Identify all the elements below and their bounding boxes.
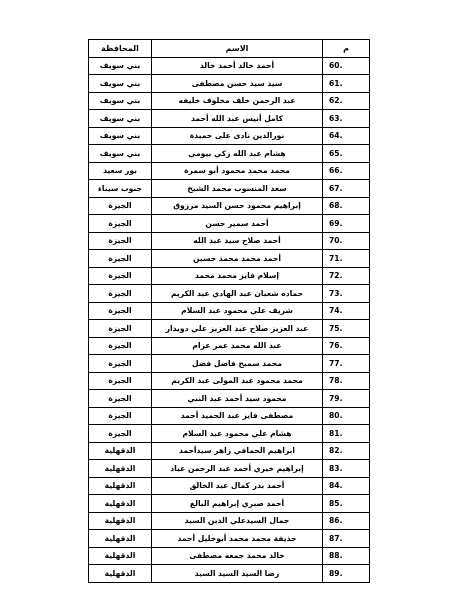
number-cell: 66. bbox=[323, 162, 370, 180]
number-cell: 89. bbox=[323, 565, 370, 583]
table-row bbox=[89, 337, 370, 355]
governorate-cell: بني سويف bbox=[89, 75, 152, 93]
governorate-cell: الجيزة bbox=[89, 232, 152, 250]
name-cell: شريف علي محمود عبد السلام bbox=[152, 302, 323, 320]
number-cell: 83. bbox=[323, 460, 370, 478]
table-row bbox=[89, 477, 370, 495]
table-row bbox=[89, 197, 370, 215]
table-row bbox=[89, 547, 370, 565]
governorate-cell: الدقهلية bbox=[89, 442, 152, 460]
table-row bbox=[89, 390, 370, 408]
number-cell: 76. bbox=[323, 337, 370, 355]
name-cell: حماده شعبان عبد الهادي عبد الكريم bbox=[152, 285, 323, 303]
table-row bbox=[89, 320, 370, 338]
number-cell: 88. bbox=[323, 547, 370, 565]
number-cell: 87. bbox=[323, 530, 370, 548]
table-row bbox=[89, 215, 370, 233]
table-row bbox=[89, 512, 370, 530]
governorate-cell: الجيزة bbox=[89, 267, 152, 285]
name-cell: إبراهيم خيري أحمد عبد الرحمن عياد bbox=[152, 460, 323, 478]
table-row bbox=[89, 57, 370, 75]
number-cell: 81. bbox=[323, 425, 370, 443]
table-row bbox=[89, 302, 370, 320]
governorate-cell: الجيزة bbox=[89, 215, 152, 233]
name-cell: حذيفة محمد محمد أبوخليل أحمد bbox=[152, 530, 323, 548]
governorate-cell: جنوب سيناء bbox=[89, 180, 152, 198]
governorate-cell: بني سويف bbox=[89, 57, 152, 75]
governorate-cell: الدقهلية bbox=[89, 565, 152, 583]
table-row bbox=[89, 460, 370, 478]
governorate-cell: الدقهلية bbox=[89, 547, 152, 565]
governorate-cell: الجيزة bbox=[89, 285, 152, 303]
name-cell: محمد محمد محمود أبو سمرة bbox=[152, 162, 323, 180]
number-cell: 67. bbox=[323, 180, 370, 198]
number-cell: 70. bbox=[323, 232, 370, 250]
table-row bbox=[89, 75, 370, 93]
table-row bbox=[89, 145, 370, 163]
name-cell: عبد الله محمد عمر عزام bbox=[152, 337, 323, 355]
governorate-cell: الدقهلية bbox=[89, 495, 152, 513]
name-cell: سعد المنسوب محمد الشيخ bbox=[152, 180, 323, 198]
number-cell: 78. bbox=[323, 372, 370, 390]
name-cell: كامل أنيس عبد الله أحمد bbox=[152, 110, 323, 128]
header-row bbox=[89, 40, 370, 58]
name-cell: أحمد سمير حسن bbox=[152, 215, 323, 233]
number-cell: 84. bbox=[323, 477, 370, 495]
name-cell: محمد سميح فاضل فضل bbox=[152, 355, 323, 373]
table-row bbox=[89, 442, 370, 460]
name-header: الاسم bbox=[152, 40, 323, 58]
number-cell: 79. bbox=[323, 390, 370, 408]
name-cell: مصطفى فايز عبد الحميد أحمد bbox=[152, 407, 323, 425]
name-cell: أحمد محمد محمد حسين bbox=[152, 250, 323, 268]
table-row bbox=[89, 530, 370, 548]
name-cell: رضا السيد السيد السيد bbox=[152, 565, 323, 583]
table-row bbox=[89, 180, 370, 198]
number-cell: 68. bbox=[323, 197, 370, 215]
number-cell: 69. bbox=[323, 215, 370, 233]
name-cell: خالد محمد جمعه مصطفى bbox=[152, 547, 323, 565]
number-cell: 82. bbox=[323, 442, 370, 460]
governorate-cell: الجيزة bbox=[89, 302, 152, 320]
name-cell: هشام علي محمود عبد السلام bbox=[152, 425, 323, 443]
name-cell: أحمد بدر كمال عبد الخالق bbox=[152, 477, 323, 495]
name-cell: إبراهيم محمود حسن السيد مرزوق bbox=[152, 197, 323, 215]
number-cell: 71. bbox=[323, 250, 370, 268]
name-cell: محمد محمود عبد المولى عبد الكريم bbox=[152, 372, 323, 390]
table-row bbox=[89, 372, 370, 390]
table-row bbox=[89, 92, 370, 110]
table-row bbox=[89, 285, 370, 303]
governorate-cell: الجيزة bbox=[89, 320, 152, 338]
number-cell: 80. bbox=[323, 407, 370, 425]
governorate-cell: بني سويف bbox=[89, 127, 152, 145]
name-cell: سيد سيد حسن مصطفى bbox=[152, 75, 323, 93]
name-cell: ابراهيم الحمافي زاهر سيدأحمد bbox=[152, 442, 323, 460]
governorate-cell: بور سعيد bbox=[89, 162, 152, 180]
governorate-cell: بني سويف bbox=[89, 110, 152, 128]
number-cell: 77. bbox=[323, 355, 370, 373]
table-row bbox=[89, 232, 370, 250]
number-cell: 75. bbox=[323, 320, 370, 338]
governorate-cell: الجيزة bbox=[89, 355, 152, 373]
table-row bbox=[89, 162, 370, 180]
number-header: م bbox=[323, 40, 370, 58]
name-cell: أحمد صلاح سيد عبد الله bbox=[152, 232, 323, 250]
number-cell: 73. bbox=[323, 285, 370, 303]
number-cell: 61. bbox=[323, 75, 370, 93]
governorate-cell: الجيزة bbox=[89, 407, 152, 425]
table-row bbox=[89, 565, 370, 583]
number-cell: 74. bbox=[323, 302, 370, 320]
table-row bbox=[89, 250, 370, 268]
number-cell: 86. bbox=[323, 512, 370, 530]
table-row bbox=[89, 267, 370, 285]
governorate-cell: الجيزة bbox=[89, 372, 152, 390]
governorate-cell: الدقهلية bbox=[89, 460, 152, 478]
number-cell: 72. bbox=[323, 267, 370, 285]
name-cell: جمال السيدعلي الدين السيد bbox=[152, 512, 323, 530]
number-cell: 62. bbox=[323, 92, 370, 110]
table-row bbox=[89, 127, 370, 145]
names-table bbox=[88, 39, 370, 583]
name-cell: نورالدين نادى على حميدة bbox=[152, 127, 323, 145]
governorate-cell: الدقهلية bbox=[89, 477, 152, 495]
table-row bbox=[89, 425, 370, 443]
governorate-cell: الدقهلية bbox=[89, 512, 152, 530]
governorate-cell: الجيزة bbox=[89, 390, 152, 408]
governorate-cell: الجيزة bbox=[89, 337, 152, 355]
governorate-cell: الجيزة bbox=[89, 250, 152, 268]
governorate-cell: بني سويف bbox=[89, 92, 152, 110]
name-cell: عبد الرحمن خلف مخلوف خليفه bbox=[152, 92, 323, 110]
number-cell: 60. bbox=[323, 57, 370, 75]
number-cell: 85. bbox=[323, 495, 370, 513]
governorate-header: المحافظة bbox=[89, 40, 152, 58]
table-row bbox=[89, 495, 370, 513]
table-header bbox=[89, 40, 370, 58]
name-cell: إسلام فايز محمد محمد bbox=[152, 267, 323, 285]
number-cell: 64. bbox=[323, 127, 370, 145]
name-cell: أحمد صبري إبراهيم البالغ bbox=[152, 495, 323, 513]
governorate-cell: الجيزة bbox=[89, 197, 152, 215]
governorate-cell: الجيزة bbox=[89, 425, 152, 443]
table-body bbox=[89, 57, 370, 582]
name-cell: محمود سيد أحمد عبد النبي bbox=[152, 390, 323, 408]
governorate-cell: الدقهلية bbox=[89, 530, 152, 548]
table-row bbox=[89, 110, 370, 128]
table-row bbox=[89, 355, 370, 373]
number-cell: 65. bbox=[323, 145, 370, 163]
governorate-cell: بني سويف bbox=[89, 145, 152, 163]
number-cell: 63. bbox=[323, 110, 370, 128]
name-cell: هشام عبد الله زكي بيومي bbox=[152, 145, 323, 163]
name-cell: أحمد خالد أحمد خالد bbox=[152, 57, 323, 75]
table-row bbox=[89, 407, 370, 425]
name-cell: عبد العزيز صلاح عبد العزيز علي دويدار bbox=[152, 320, 323, 338]
